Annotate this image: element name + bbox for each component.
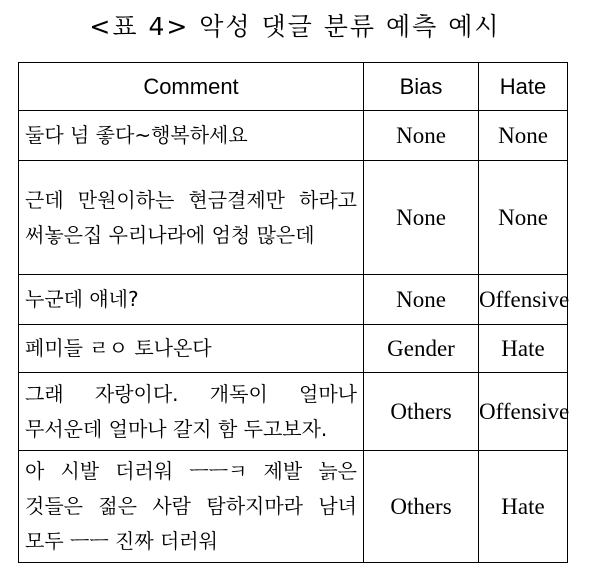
hate-cell: None xyxy=(479,161,568,275)
bias-cell: None xyxy=(364,111,479,161)
bias-cell: Others xyxy=(364,451,479,563)
comment-cell: 페미들 ㄹㅇ 토나온다 xyxy=(19,325,364,373)
header-hate: Hate xyxy=(479,63,568,111)
bias-cell: None xyxy=(364,161,479,275)
table-caption: <표 4> 악성 댓글 분류 예측 예시 xyxy=(89,12,501,41)
bias-cell: Gender xyxy=(364,325,479,373)
hate-cell: Offensive xyxy=(479,275,568,325)
table-row xyxy=(19,325,568,373)
table-row xyxy=(19,111,568,161)
bias-cell: Others xyxy=(364,373,479,451)
header-row xyxy=(19,63,568,111)
comment-cell: 아 시발 더러워 ㅡㅡㅋ 제발 늙은 것들은 젊은 사람 탐하지마라 남녀 모두 ㅡㅡ 진짜 더러워 xyxy=(19,451,364,563)
comment-cell: 그래 자랑이다. 개독이 얼마나 무서운데 얼마나 갈지 함 두고보자. xyxy=(19,373,364,451)
bias-cell: None xyxy=(364,275,479,325)
hate-cell: Hate xyxy=(479,325,568,373)
table-row xyxy=(19,275,568,325)
prediction-table xyxy=(18,62,568,563)
comment-cell: 둘다 넘 좋다~행복하세요 xyxy=(19,111,364,161)
comment-cell: 누군데 얘네? xyxy=(19,275,364,325)
header-bias: Bias xyxy=(364,63,479,111)
hate-cell: Hate xyxy=(479,451,568,563)
table-row xyxy=(19,373,568,451)
header-comment: Comment xyxy=(19,63,364,111)
table-row xyxy=(19,451,568,563)
hate-cell: None xyxy=(479,111,568,161)
comment-cell: 근데 만원이하는 현금결제만 하라고 써놓은집 우리나라에 엄청 많은데 xyxy=(19,161,364,275)
table-row xyxy=(19,161,568,275)
hate-cell: Offensive xyxy=(479,373,568,451)
